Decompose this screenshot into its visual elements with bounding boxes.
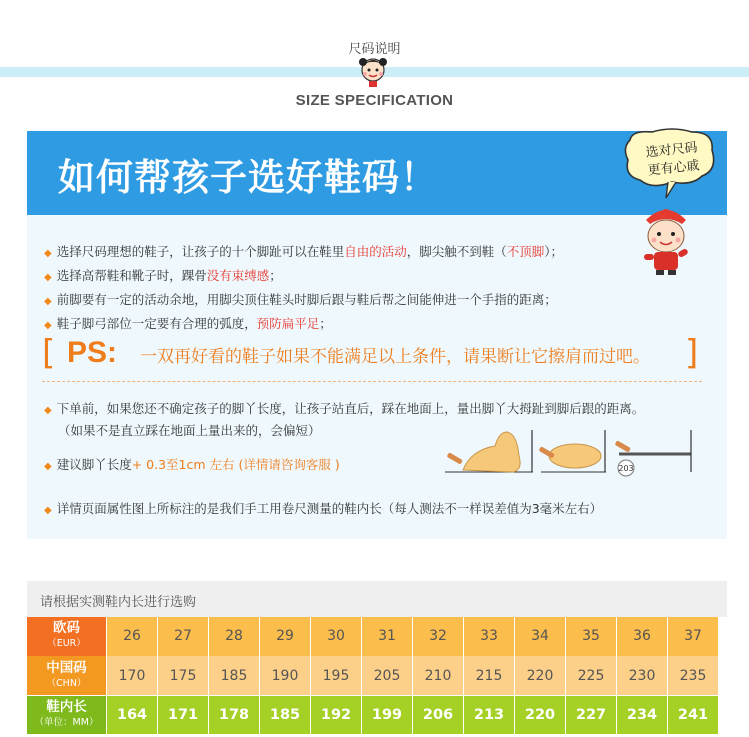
ps-label: PS:: [67, 336, 118, 369]
table-row-inner-length: [27, 696, 727, 735]
table-cell: 185: [260, 696, 310, 735]
table-cell: 234: [617, 696, 667, 735]
table-cell: 170: [107, 656, 157, 695]
table-cell: 225: [566, 656, 616, 695]
table-heading: 请根据实测鞋内长进行选购: [27, 581, 727, 617]
tip-text: 下单前，如果您还不确定孩子的脚丫长度，让孩子站直后，踩在地面上，量出脚丫大拇趾到脚后跟的距离。: [56, 401, 645, 416]
table-cell: 171: [158, 696, 208, 735]
tip-text: 详情页面属性图上所标注的是我们手工用卷尺测量的鞋内长（每人测法不一样误差值为3毫米左右）: [56, 501, 603, 516]
bracket-left: [: [42, 333, 56, 373]
tip-text: 建议脚丫长度: [56, 457, 132, 472]
measure-tip-3: [44, 497, 644, 523]
tip-item: [44, 289, 563, 313]
table-cell: 192: [311, 696, 361, 735]
row-label-sub: （单位：MM）: [34, 717, 99, 729]
tip-text: ；: [319, 316, 332, 331]
bullet-diamond-icon: ◆: [44, 505, 52, 516]
table-cell: 27: [158, 617, 208, 656]
row-label: [27, 656, 106, 695]
tip-highlight: 没有束缚感: [206, 268, 270, 283]
boy-mascot-icon: [636, 206, 696, 276]
tip-highlight: 预防扁平足: [256, 316, 320, 331]
bullet-diamond-icon: ◆: [44, 405, 52, 416]
dashed-divider: [42, 381, 702, 382]
table-cell: 34: [515, 617, 565, 656]
banner-title: 如何帮孩子选好鞋码！: [58, 156, 438, 199]
row-label-main: 鞋内长: [46, 699, 87, 716]
table-cell: 213: [464, 696, 514, 735]
page-subtitle: SIZE SPECIFICATION: [295, 92, 454, 109]
ps-note: [42, 333, 702, 373]
table-cell: 185: [209, 656, 259, 695]
tip-text: 选择尺码理想的鞋子，让孩子的十个脚趾可以在鞋里: [56, 244, 345, 259]
tip-highlight: (详情请咨询客服 ): [238, 457, 340, 472]
tip-text: ，脚尖触不到鞋（: [406, 244, 507, 259]
row-label-sub: （EUR）: [47, 638, 86, 650]
speech-bubble-icon: [622, 126, 718, 206]
tip-text: 鞋子脚弓部位一定要有合理的弧度，: [56, 316, 257, 331]
table-cell: 37: [668, 617, 718, 656]
bracket-right: ]: [685, 333, 699, 373]
table-cell: 36: [617, 617, 667, 656]
table-cell: 220: [515, 656, 565, 695]
table-cell: 220: [515, 696, 565, 735]
row-label: [27, 696, 106, 735]
table-cell: 205: [362, 656, 412, 695]
measure-tip-1b: （如果不是直立踩在地面上量出来的，会偏短）: [58, 423, 321, 438]
page-title: 尺码说明: [348, 42, 401, 57]
table-cell: 32: [413, 617, 463, 656]
table-cell: 215: [464, 656, 514, 695]
bullet-diamond-icon: ◆: [44, 320, 52, 331]
table-cell: 31: [362, 617, 412, 656]
table-cell: 210: [413, 656, 463, 695]
row-label-main: 中国码: [46, 659, 87, 676]
tip-highlight: 不顶脚: [506, 244, 545, 259]
table-cell: 26: [107, 617, 157, 656]
table-cell: 195: [311, 656, 361, 695]
table-cell: 227: [566, 696, 616, 735]
ps-text: 一双再好看的鞋子如果不能满足以上条件，请果断让它擦肩而过吧。: [140, 347, 650, 367]
bullet-diamond-icon: ◆: [44, 461, 52, 472]
table-cell: 190: [260, 656, 310, 695]
table-cell: 241: [668, 696, 718, 735]
bullet-diamond-icon: ◆: [44, 296, 52, 307]
table-cell: 33: [464, 617, 514, 656]
row-label-main: 欧码: [53, 620, 80, 637]
row-label: [27, 617, 106, 656]
bullet-diamond-icon: ◆: [44, 248, 52, 259]
bubble-text-2: 更有心戚: [646, 158, 701, 179]
tip-highlight: + 0.3至1cm 左右: [131, 457, 235, 472]
row-label-sub: （CHN）: [46, 677, 87, 689]
bullet-diamond-icon: ◆: [44, 272, 52, 283]
tips-panel: [27, 215, 727, 539]
tips-list: [44, 241, 563, 337]
table-cell: 230: [617, 656, 667, 695]
size-table: [27, 617, 727, 735]
table-cell: 30: [311, 617, 361, 656]
table-cell: 164: [107, 696, 157, 735]
ruler-reading: 203: [618, 464, 634, 473]
table-row-eur: [27, 617, 727, 656]
table-cell: 199: [362, 696, 412, 735]
mascot-icon: [357, 55, 389, 89]
bubble-text-1: 选对尺码: [644, 140, 699, 161]
table-row-chn: [27, 656, 727, 695]
foot-measure-icon: [443, 426, 698, 480]
table-cell: 28: [209, 617, 259, 656]
tip-text: 选择高帮鞋和靴子时，踝骨: [56, 268, 207, 283]
tip-text: 前脚要有一定的活动余地，用脚尖顶住鞋头时脚后跟与鞋后帮之间能伸进一个手指的距离；: [56, 292, 557, 307]
table-cell: 35: [566, 617, 616, 656]
tip-highlight: 自由的活动: [344, 244, 407, 259]
table-cell: 29: [260, 617, 310, 656]
table-cell: 206: [413, 696, 463, 735]
tip-item: [44, 265, 563, 289]
tip-item: [44, 241, 563, 265]
table-cell: 178: [209, 696, 259, 735]
tip-text: ）；: [544, 244, 564, 259]
table-cell: 235: [668, 656, 718, 695]
table-cell: 175: [158, 656, 208, 695]
tip-text: ；: [269, 268, 282, 283]
